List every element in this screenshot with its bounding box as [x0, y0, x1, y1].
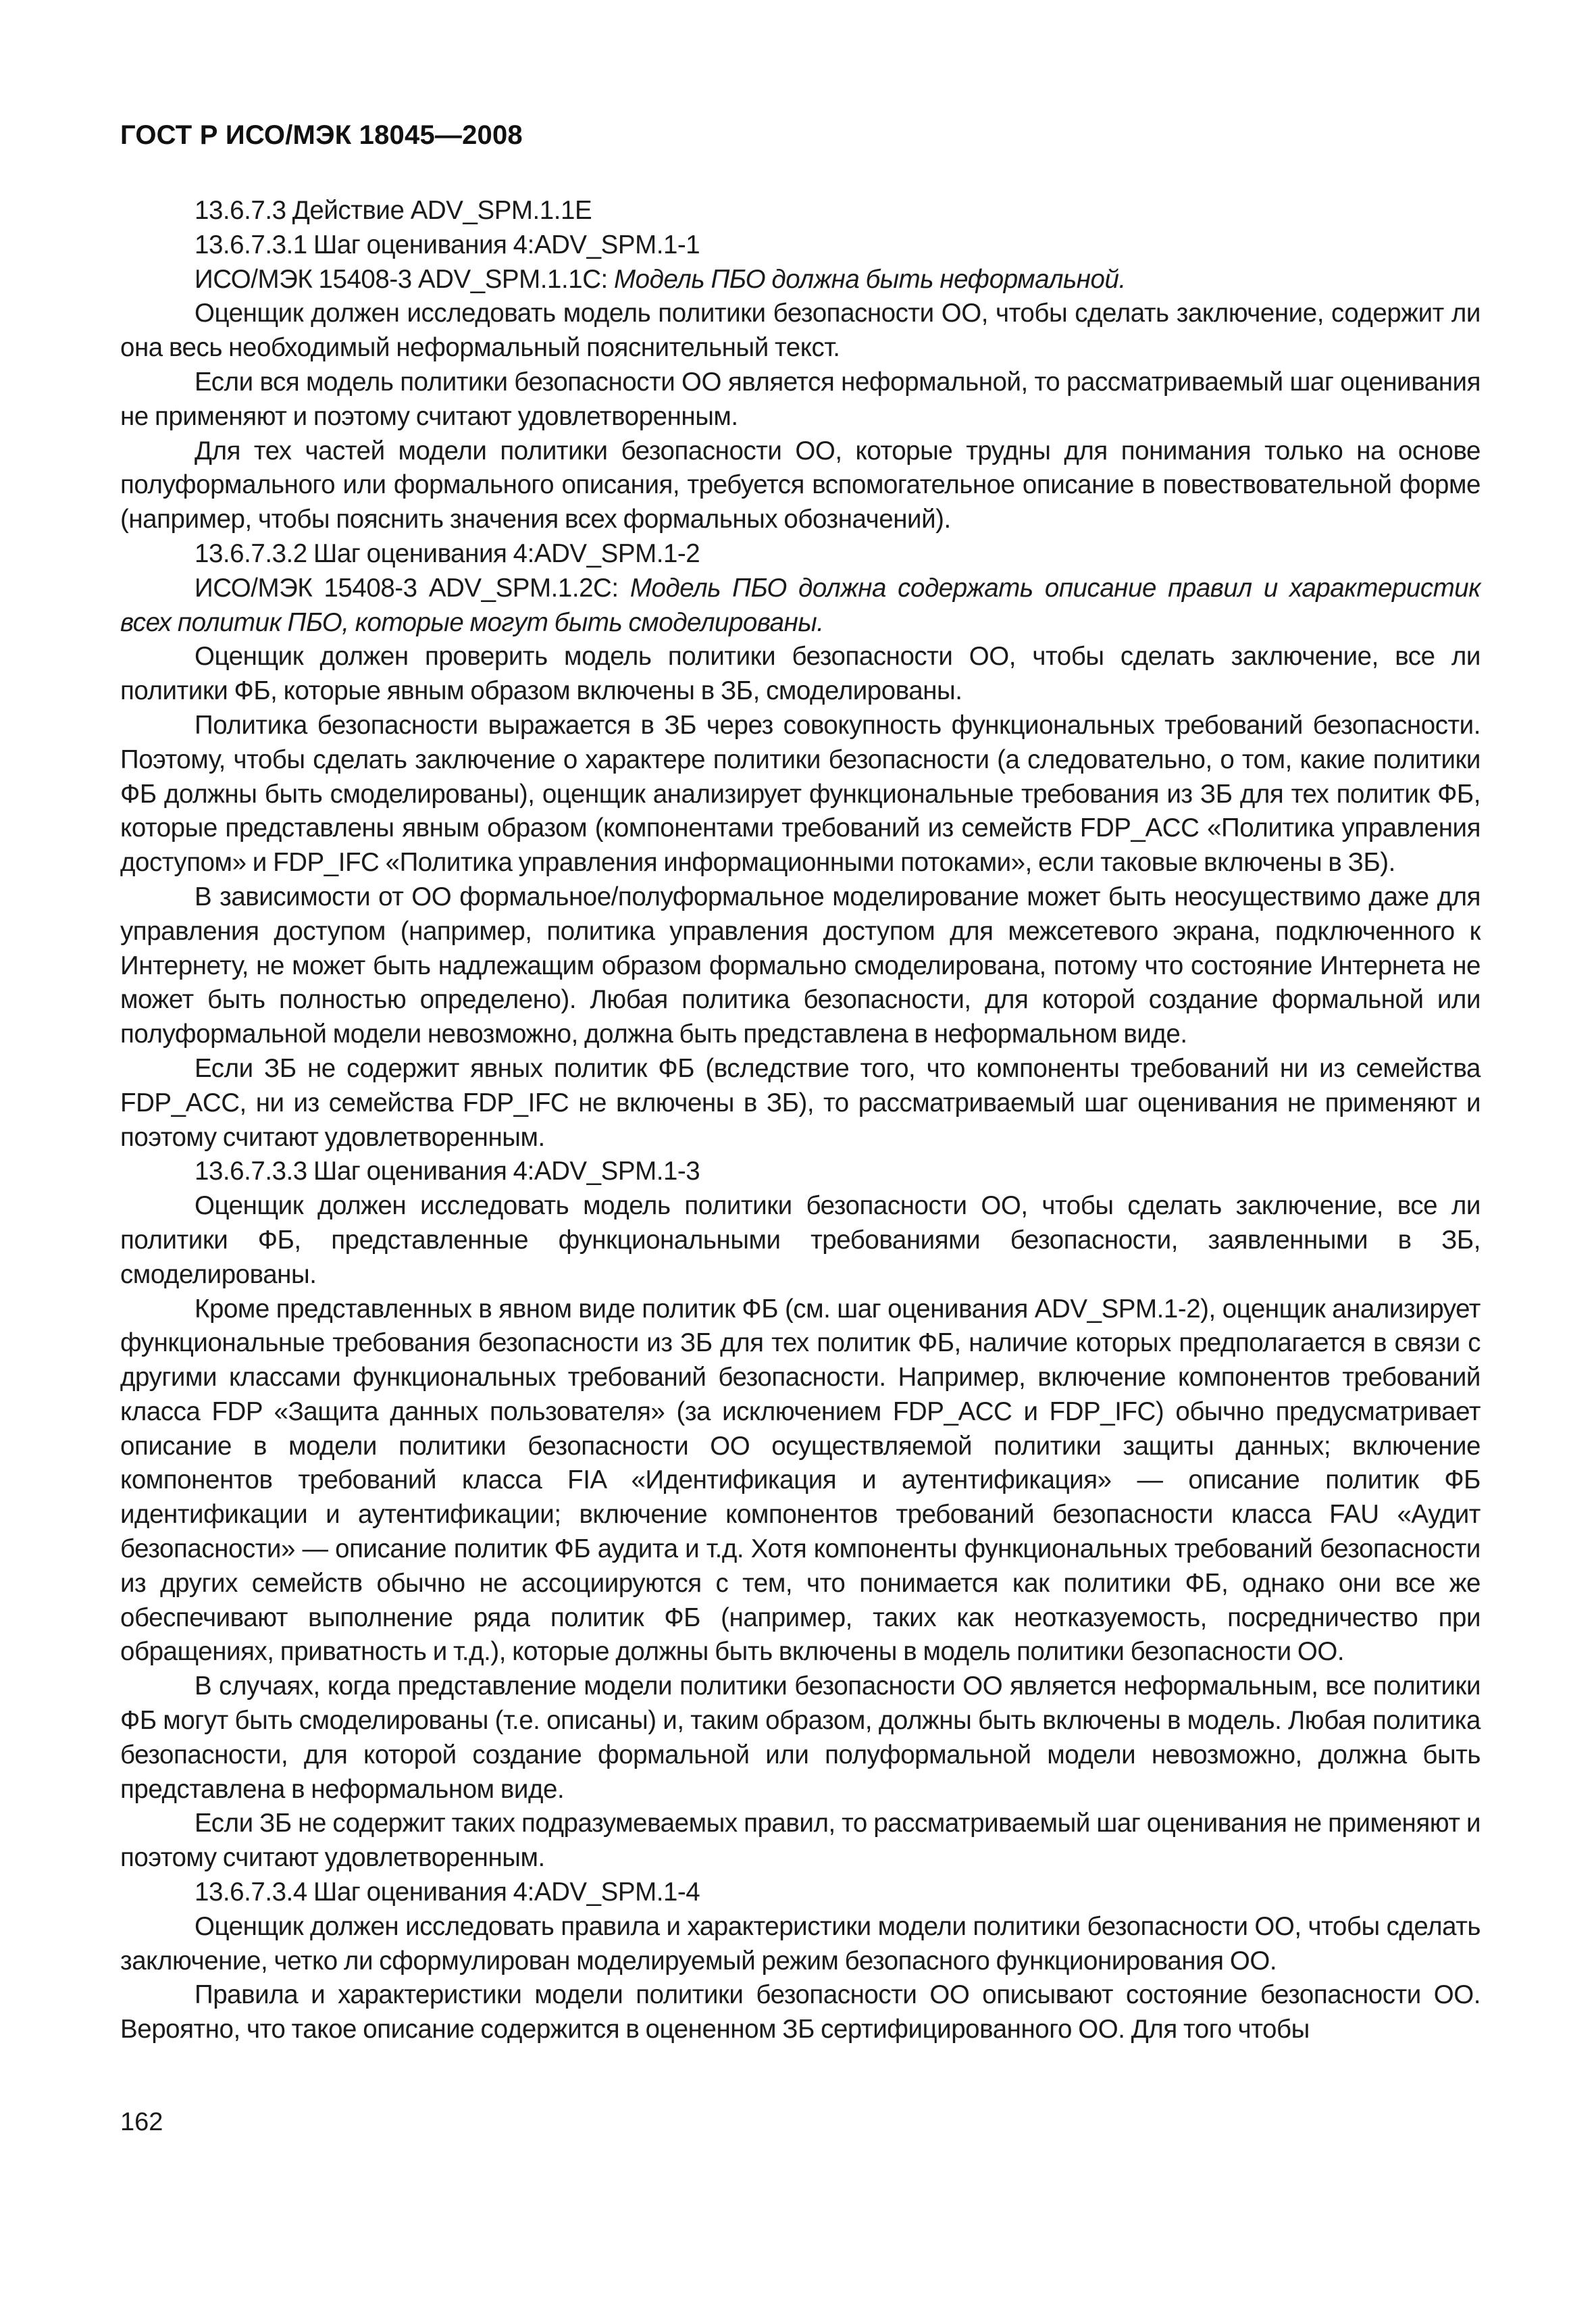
citation-text: Модель ПБО должна быть неформальной.	[614, 264, 1126, 294]
section-heading: 13.6.7.3.3 Шаг оценивания 4:ADV_SPM.1-3	[195, 1157, 700, 1186]
page-header: ГОСТ Р ИСО/МЭК 18045—2008	[120, 120, 523, 150]
section-heading: 13.6.7.3.4 Шаг оценивания 4:ADV_SPM.1-4	[195, 1878, 700, 1907]
paragraph: Оценщик должен проверить модель политики безопасности ОО, чтобы сделать заключение, все ли политики ФБ, которые явным образом включены в ЗБ, смоделированы.	[120, 642, 1481, 706]
section-heading: 13.6.7.3.2 Шаг оценивания 4:ADV_SPM.1-2	[195, 538, 700, 568]
document-body	[120, 194, 1481, 2047]
citation-reference: ИСО/МЭК 15408-3 ADV_SPM.1.2C:	[195, 573, 630, 603]
paragraph: Если вся модель политики безопасности ОО является неформальной, то рассматриваемый шаг оценивания не применяют и поэтому считают удовлетворенным.	[120, 367, 1481, 431]
paragraph: В случаях, когда представление модели политики безопасности ОО является неформальным, все политики ФБ могут быть смоделированы (т.е. описаны) и, таким образом, должны быть включены в модель. Любая политика безопасности, для которой создание формальной или полуформальной модели невозможно, должна быть представлена в неформальном виде.	[120, 1671, 1481, 1804]
paragraph	[120, 263, 1481, 297]
paragraph: Оценщик должен исследовать правила и характеристики модели политики безопасности ОО, чтобы сделать заключение, четко ли сформулирован моделируемый режим безопасного функционирования ОО.	[120, 1911, 1481, 1976]
paragraph: Правила и характеристики модели политики безопасности ОО описывают состояние безопасности ОО. Вероятно, что такое описание содержится в оцененном ЗБ сертифицированного ОО. Для того чтобы	[120, 1980, 1481, 2044]
paragraph: В зависимости от ОО формальное/полуформальное моделирование может быть неосуществимо даже для управления доступом (например, политика управления доступом для межсетевого экрана, подключенного к Интернету, не может быть надлежащим образом формально смоделирована, потому что состояние Интернета не может быть полностью определено). Любая политика безопасности, для которой создание формальной или полуформальной модели невозможно, должна быть представлена в неформальном виде.	[120, 882, 1481, 1049]
paragraph: Для тех частей модели политики безопасности ОО, которые трудны для понимания только на основе полуформального или формального описания, требуется вспомогательное описание в повествовательной форме (например, чтобы пояснить значения всех формальных обозначений).	[120, 436, 1481, 534]
section-heading: 13.6.7.3.1 Шаг оценивания 4:ADV_SPM.1-1	[195, 230, 700, 259]
page-number: 162	[120, 2108, 163, 2136]
section-heading: 13.6.7.3 Действие ADV_SPM.1.1E	[195, 196, 592, 225]
paragraph: Кроме представленных в явном виде политик ФБ (см. шаг оценивания ADV_SPM.1-2), оценщик анализирует функциональные требования безопасности из ЗБ для тех политик ФБ, наличие которых предполагается в связи с другими классами функциональных требований безопасности. Например, включение компонентов требований класса FDP «Защита данных пользователя» (за исключением FDP_ACC и FDP_IFC) обычно предусматривает описание в модели политики безопасности ОО осуществляемой политики защиты данных; включение компонентов требований класса FIA «Идентификация и аутентификация» — описание политик ФБ идентификации и аутентификации; включение компонентов требований безопасности класса FAU «Аудит безопасности» — описание политик ФБ аудита и т.д. Хотя компоненты функциональных требований безопасности из других семейств обычно не ассоциируются с тем, что понимается как политики ФБ, однако они все же обеспечивают выполнение ряда политик ФБ (например, таких как неотказуемость, посредничество при обращениях, приватность и т.д.), которые должны быть включены в модель политики безопасности ОО.	[120, 1294, 1481, 1667]
paragraph: Политика безопасности выражается в ЗБ через совокупность функциональных требований безопасности. Поэтому, чтобы сделать заключение о характере политики безопасности (а следовательно, о том, какие политики ФБ должны быть смоделированы), оценщик анализирует функциональные требования из ЗБ для тех политик ФБ, которые представлены явным образом (компонентами требований из семейств FDP_ACC «Политика управления доступом» и FDP_IFC «Политика управления информационными потоками», если таковые включены в ЗБ).	[120, 710, 1481, 878]
citation-text: Модель ПБО должна содержать описание правил и характеристик всех политик ПБО, которые могут быть смоделированы.	[120, 573, 1481, 637]
paragraph: Если ЗБ не содержит явных политик ФБ (вследствие того, что компоненты требований ни из семейства FDP_ACC, ни из семейства FDP_IFC не включены в ЗБ), то рассматриваемый шаг оценивания не применяют и поэтому считают удовлетворенным.	[120, 1053, 1481, 1152]
paragraph: Оценщик должен исследовать модель политики безопасности ОО, чтобы сделать заключение, содержит ли она весь необходимый неформальный пояснительный текст.	[120, 299, 1481, 363]
paragraph: Оценщик должен исследовать модель политики безопасности ОО, чтобы сделать заключение, все ли политики ФБ, представленные функциональными требованиями безопасности, заявленными в ЗБ, смоделированы.	[120, 1191, 1481, 1289]
citation-reference: ИСО/МЭК 15408-3 ADV_SPM.1.1C:	[195, 264, 615, 294]
paragraph: Если ЗБ не содержит таких подразумеваемых правил, то рассматриваемый шаг оценивания не применяют и поэтому считают удовлетворенным.	[120, 1809, 1481, 1873]
paragraph	[120, 572, 1481, 640]
